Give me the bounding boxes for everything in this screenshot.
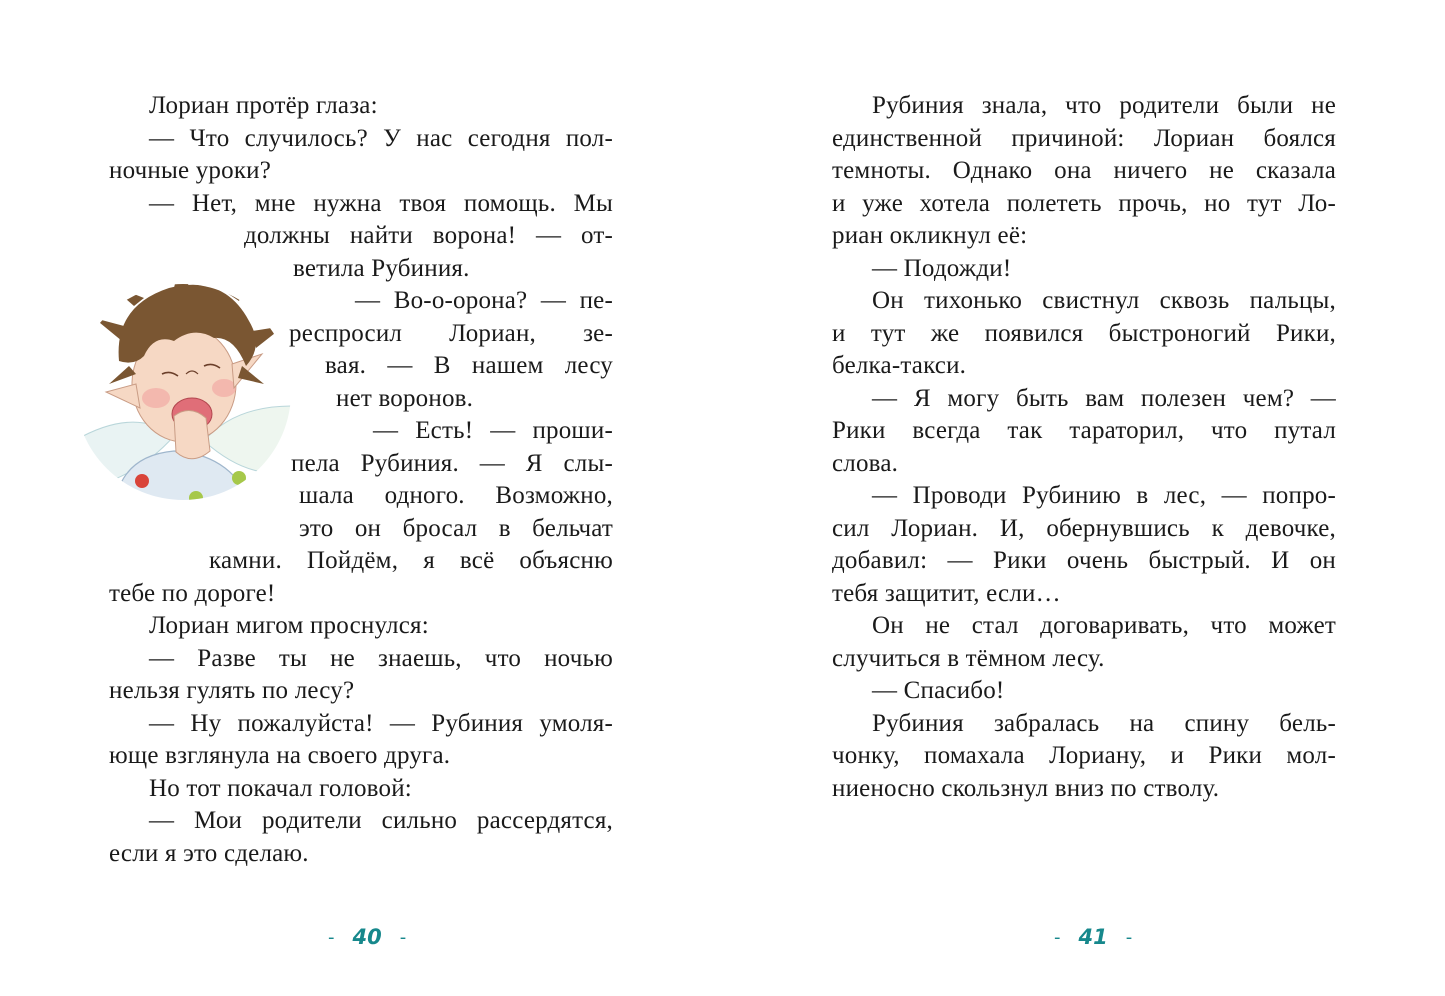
text-line: тебе по дороге!: [109, 579, 276, 607]
text-line: риан окликнул её:: [832, 222, 1028, 249]
text-line: единственной причиной: Лориан боялся: [832, 124, 1336, 152]
text-line: — Я могу быть вам полезен чем? —: [872, 384, 1336, 412]
text-line: камни. Пойдём, я всё объясню: [209, 547, 613, 574]
text-line: — Мои родители сильно рассердятся,: [149, 807, 613, 834]
folio-dash: -: [399, 926, 407, 948]
text-line: шала одного. Возможно,: [299, 482, 613, 509]
text-line: вая. — В нашем лесу: [325, 352, 613, 379]
right-page: [832, 90, 1336, 805]
text-line: Лориан протёр глаза:: [149, 92, 378, 119]
folio-dash: -: [1125, 926, 1133, 948]
text-line: сил Лориан. И, обернувшись к девочке,: [832, 514, 1336, 542]
text-line: чонку, помахала Лориану, и Рики мол-: [832, 742, 1336, 769]
text-line: ночные уроки?: [109, 157, 272, 184]
text-line: Рубиния знала, что родители были не: [872, 92, 1336, 119]
text-line: — Разве ты не знаешь, что ночью: [149, 644, 613, 672]
text-line: — Проводи Рубинию в лес, — попро-: [872, 482, 1336, 509]
text-line: Рубиния забралась на спину бель-: [872, 709, 1336, 737]
text-line: Лориан мигом проснулся:: [149, 612, 429, 639]
text-line: если я это сделаю.: [109, 839, 309, 867]
text-line: Он не стал договаривать, что может: [872, 612, 1336, 639]
text-line: добавил: — Рики очень быстрый. И он: [832, 547, 1336, 574]
text-line: — Есть! — проши-: [373, 417, 613, 444]
text-line: нет воронов.: [336, 384, 474, 412]
text-line: — Спасибо!: [872, 677, 1005, 704]
folio-dash: -: [328, 926, 335, 948]
text-line: респросил Лориан, зе-: [289, 319, 613, 347]
text-line: — Что случилось? У нас сегодня пол-: [149, 124, 613, 152]
page-number: 40: [352, 925, 382, 949]
text-line: ниеносно скользнул вниз по стволу.: [832, 774, 1220, 802]
text-line: это он бросал в бельчат: [299, 514, 613, 542]
right-page-number: [1054, 925, 1132, 949]
text-line: белка-такси.: [832, 352, 967, 379]
left-page-number: [328, 925, 406, 949]
text-line: пела Рубиния. — Я слы-: [291, 449, 613, 477]
text-line: Но тот покачал головой:: [149, 774, 412, 802]
text-line: ветила Рубиния.: [293, 254, 470, 282]
page-number: 41: [1078, 925, 1108, 949]
text-line: случиться в тёмном лесу.: [832, 644, 1105, 672]
text-line: — Во-о-орона? — пе-: [355, 287, 613, 314]
text-line: — Подожди!: [872, 254, 1012, 282]
text-line: — Ну пожалуйста! — Рубиния умоля-: [149, 709, 613, 737]
text-line: и тут же появился быстроногий Рики,: [832, 319, 1336, 347]
text-line: Рики всегда так тараторил, что путал: [832, 417, 1336, 444]
text-line: тебя защитит, если…: [832, 579, 1061, 607]
text-line: нельзя гулять по лесу?: [109, 677, 355, 704]
text-line: — Нет, мне нужна твоя помощь. Мы: [149, 189, 613, 217]
text-line: юще взглянула на своего друга.: [109, 742, 451, 769]
text-line: должны найти ворона! — от-: [244, 222, 613, 249]
text-line: слова.: [832, 449, 899, 477]
right-page-text: [832, 90, 1336, 805]
text-line: и уже хотела полететь прочь, но тут Ло-: [832, 189, 1336, 217]
text-line: Он тихонько свистнул сквозь пальцы,: [872, 287, 1336, 314]
yawning-elf-illustration: [74, 266, 292, 510]
folio-dash: -: [1054, 926, 1061, 948]
text-line: темноты. Однако она ничего не сказала: [832, 157, 1336, 184]
